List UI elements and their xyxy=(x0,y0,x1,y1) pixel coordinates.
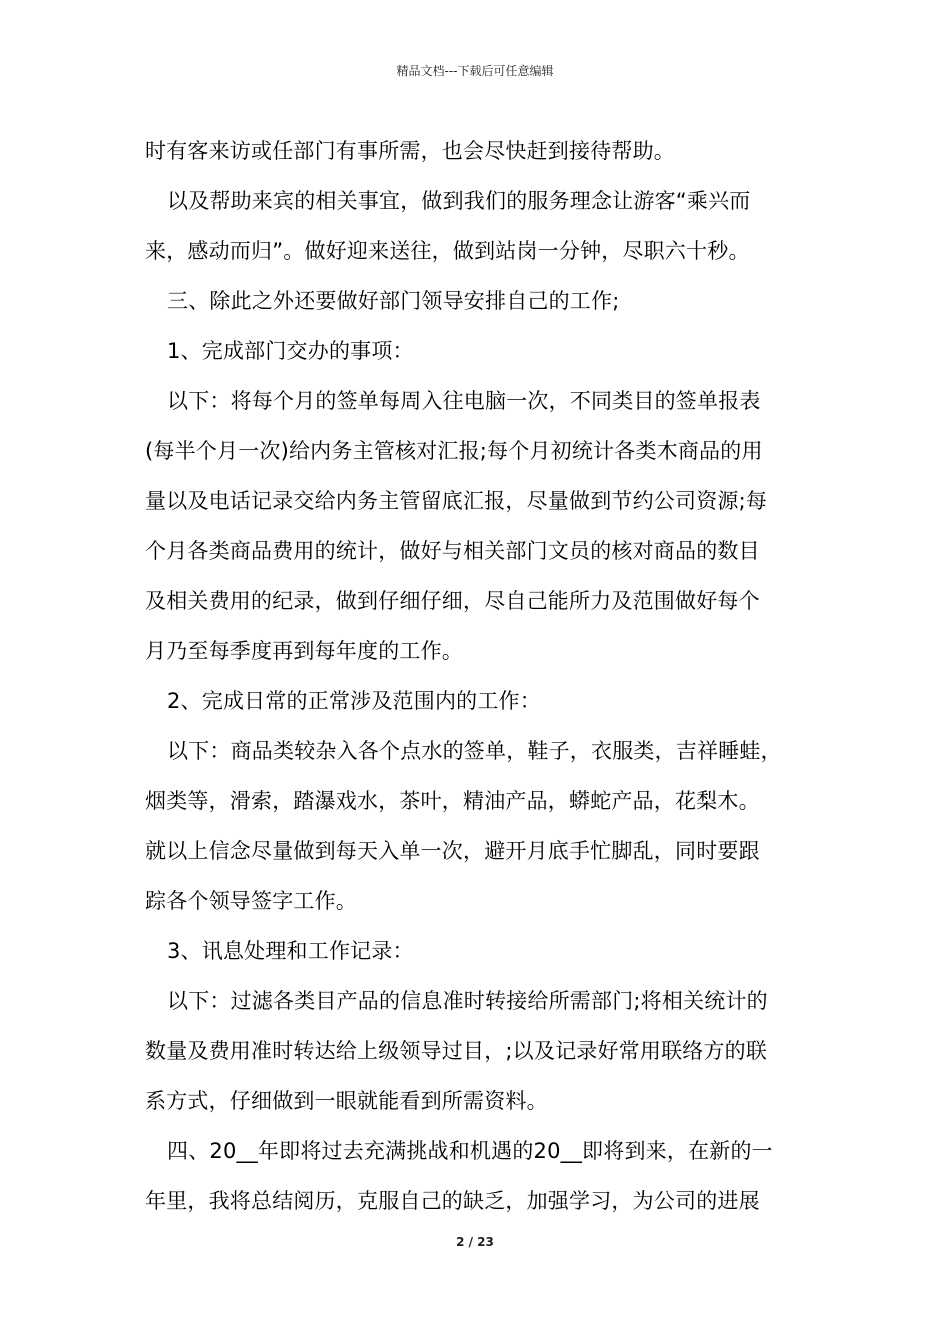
subsection-heading: 2、完成日常的正常涉及范围内的工作： xyxy=(167,689,541,713)
body-line: 数量及费用准时转达给上级领导过目，;以及记录好常用联络方的联 xyxy=(145,1039,768,1063)
body-line: 以下：将每个月的签单每周入往电脑一次，不同类目的签单报表 xyxy=(167,389,761,413)
body-line: 烟类等，滑索，踏瀑戏水，茶叶，精油产品，蟒蛇产品，花梨木。 xyxy=(145,789,760,813)
body-line: 个月各类商品费用的统计，做好与相关部门文员的核对商品的数目 xyxy=(145,539,760,563)
body-line: 年里，我将总结阅历，克服自己的缺乏，加强学习，为公司的进展 xyxy=(145,1189,760,1213)
body-line: 时有客来访或任部门有事所需，也会尽快赶到接待帮助。 xyxy=(145,139,675,163)
body-line: 以下：商品类较杂入各个点水的签单，鞋子，衣服类，吉祥睡蛙， xyxy=(167,739,782,763)
section-heading: 四、20__年即将过去充满挑战和机遇的20__即将到来，在新的一 xyxy=(167,1139,773,1163)
body-line: 以下：过滤各类目产品的信息准时转接给所需部门;将相关统计的 xyxy=(167,989,768,1013)
body-line: 量以及电话记录交给内务主管留底汇报，尽量做到节约公司资源;每 xyxy=(145,489,768,513)
body-line: (每半个月一次)给内务主管核对汇报;每个月初统计各类木商品的用 xyxy=(145,439,763,463)
body-line: 来，感动而归”。做好迎来送往，做到站岗一分钟，尽职六十秒。 xyxy=(145,239,750,263)
page-header: 精品文档---下载后可任意编辑 xyxy=(396,64,554,78)
section-heading: 三、除此之外还要做好部门领导安排自己的工作; xyxy=(167,289,620,313)
subsection-heading: 1、完成部门交办的事项： xyxy=(167,339,414,363)
body-line: 系方式，仔细做到一眼就能看到所需资料。 xyxy=(145,1089,548,1113)
page-number: 2 / 23 xyxy=(456,1235,494,1249)
body-line: 及相关费用的纪录，做到仔细仔细，尽自己能所力及范围做好每个 xyxy=(145,589,760,613)
subsection-heading: 3、讯息处理和工作记录： xyxy=(167,939,414,963)
body-line: 月乃至每季度再到每年度的工作。 xyxy=(145,639,463,663)
body-line: 踪各个领导签字工作。 xyxy=(145,889,357,913)
body-line: 就以上信念尽量做到每天入单一次，避开月底手忙脚乱，同时要跟 xyxy=(145,839,760,863)
body-line: 以及帮助来宾的相关事宜，做到我们的服务理念让游客“乘兴而 xyxy=(167,189,751,213)
document-body xyxy=(145,131,810,1231)
